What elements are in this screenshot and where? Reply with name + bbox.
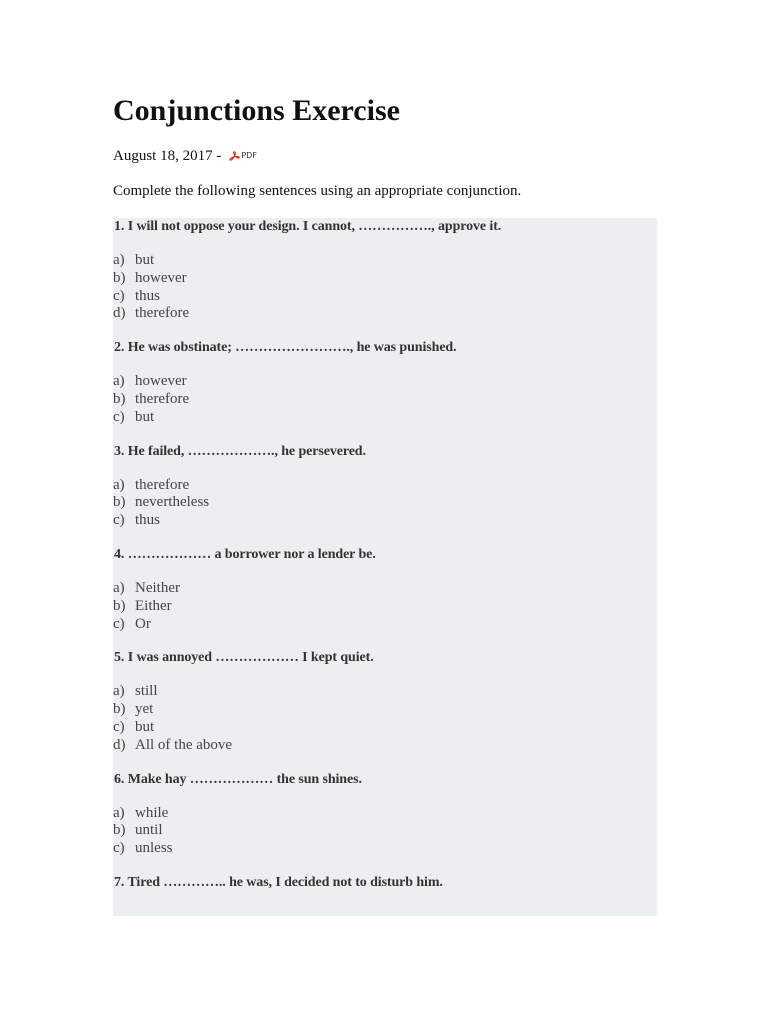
option-list bbox=[113, 252, 657, 323]
question-block bbox=[113, 649, 657, 754]
question-text: 4. ……………… a borrower nor a lender be. bbox=[114, 546, 376, 562]
question-text: 2. He was obstinate; ……………………., he was punished. bbox=[114, 340, 457, 356]
option-text: All of the above bbox=[135, 736, 233, 753]
option-letter: b) bbox=[113, 701, 126, 718]
question-text: 5. I was annoyed ……………… I kept quiet. bbox=[114, 650, 374, 666]
option-text: still bbox=[135, 683, 158, 700]
option-item bbox=[113, 701, 657, 719]
option-item bbox=[113, 805, 657, 823]
option-item bbox=[113, 391, 657, 409]
option-item bbox=[113, 598, 657, 616]
option-text: Neither bbox=[135, 579, 180, 596]
option-text: Or bbox=[135, 615, 151, 632]
option-item bbox=[113, 270, 657, 288]
option-letter: a) bbox=[113, 579, 125, 596]
option-letter: b) bbox=[113, 494, 126, 511]
option-item bbox=[113, 409, 657, 427]
option-letter: b) bbox=[113, 390, 126, 407]
option-text: however bbox=[135, 269, 187, 286]
option-item bbox=[113, 477, 657, 495]
option-letter: a) bbox=[113, 252, 125, 268]
option-item bbox=[113, 616, 657, 634]
option-letter: b) bbox=[113, 269, 126, 286]
option-item bbox=[113, 580, 657, 598]
question-text: 7. Tired ………….. he was, I decided not to disturb him. bbox=[114, 874, 443, 890]
option-text: thus bbox=[135, 512, 161, 529]
option-list bbox=[113, 477, 657, 530]
option-text: thus bbox=[135, 287, 161, 304]
option-text: until bbox=[135, 822, 163, 839]
option-letter: a) bbox=[113, 804, 125, 821]
question-text: 3. He failed, ………………., he persevered. bbox=[114, 443, 366, 459]
post-meta bbox=[113, 146, 657, 166]
option-text: but bbox=[135, 252, 155, 268]
option-list bbox=[113, 580, 657, 633]
question-block bbox=[113, 339, 657, 426]
option-item bbox=[113, 840, 657, 858]
option-item bbox=[113, 737, 657, 755]
option-letter: c) bbox=[113, 408, 125, 425]
option-text: while bbox=[135, 804, 169, 821]
pdf-download-link[interactable] bbox=[229, 146, 257, 166]
option-letter: b) bbox=[113, 597, 126, 614]
option-list bbox=[113, 683, 657, 754]
option-letter: d) bbox=[113, 736, 126, 753]
post-date: August 18, 2017 - bbox=[113, 148, 222, 164]
option-item bbox=[113, 719, 657, 737]
option-text: but bbox=[135, 718, 155, 735]
option-text: therefore bbox=[135, 390, 190, 407]
option-item bbox=[113, 305, 657, 323]
pdf-label: PDF bbox=[241, 151, 257, 160]
option-item bbox=[113, 822, 657, 840]
question-block bbox=[113, 874, 657, 892]
option-letter: c) bbox=[113, 615, 125, 632]
option-letter: a) bbox=[113, 683, 125, 700]
option-text: however bbox=[135, 373, 187, 390]
option-text: yet bbox=[135, 701, 154, 718]
option-text: but bbox=[135, 408, 155, 425]
question-block bbox=[113, 771, 657, 858]
option-letter: a) bbox=[113, 373, 125, 390]
option-letter: b) bbox=[113, 822, 126, 839]
option-item bbox=[113, 288, 657, 306]
option-list bbox=[113, 805, 657, 858]
document-page bbox=[113, 92, 657, 890]
option-item bbox=[113, 252, 657, 270]
instructions: Complete the following sentences using an appropriate conjunction. bbox=[113, 183, 522, 199]
question-block bbox=[113, 443, 657, 530]
option-item bbox=[113, 683, 657, 701]
option-letter: c) bbox=[113, 287, 125, 304]
option-letter: c) bbox=[113, 840, 125, 857]
option-text: therefore bbox=[135, 305, 190, 322]
exercise-panel bbox=[113, 218, 657, 916]
page-title: Conjunctions Exercise bbox=[113, 94, 400, 127]
option-item bbox=[113, 512, 657, 530]
option-letter: d) bbox=[113, 305, 126, 322]
option-text: nevertheless bbox=[135, 494, 210, 511]
option-list bbox=[113, 373, 657, 426]
option-text: Either bbox=[135, 597, 172, 614]
option-text: unless bbox=[135, 840, 173, 857]
question-text: 1. I will not oppose your design. I cannot, ……………., approve it. bbox=[114, 219, 502, 234]
question-block bbox=[113, 546, 657, 633]
question-block bbox=[113, 218, 657, 323]
option-item bbox=[113, 373, 657, 391]
option-item bbox=[113, 494, 657, 512]
option-text: therefore bbox=[135, 476, 190, 493]
option-letter: c) bbox=[113, 512, 125, 529]
question-text: 6. Make hay ……………… the sun shines. bbox=[114, 771, 362, 787]
pdf-icon bbox=[229, 151, 240, 161]
option-letter: c) bbox=[113, 718, 125, 735]
option-letter: a) bbox=[113, 476, 125, 493]
